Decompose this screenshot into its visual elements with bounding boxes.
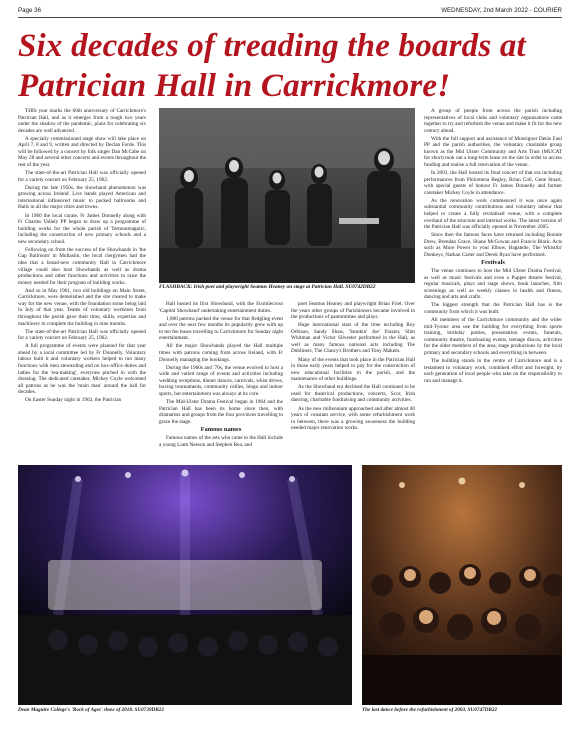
column-4-paragraphs-b	[424, 268, 562, 384]
paragraph: THIS year marks the 60th anniversary of Carrickmore's Patrician Hall, and as it emerges from a tough two years under the shadow of the pandemic, plans for celebrating six decades are well advanced.	[18, 108, 146, 134]
paragraph: With the full support and assistance of Monsignor Denis Faul PP and the parish authorities, the voluntary charitable group known as the Mid Ulster Community and Arts Trust (MUCAT for short) took out a long-term lease on the site in order to access funding and realise a full renovation of the venue.	[424, 135, 562, 168]
rock-of-ages-photo	[18, 465, 352, 705]
paragraph: The state-of-the-art Patrician Hall was officially opened for a variety concert on February 25, 1962.	[18, 328, 146, 342]
paragraph: As the renovation work commenced it was once again substantial community contributions and voluntary labour that helped to create a fully revitalised venue, with a complete overhaul of the structure and internal works. The latest version of the Patrician Hall was officially opened in November 2005.	[424, 197, 562, 231]
article-headline: Six decades of treading the boards at Patrician Hall in Carrickmore!	[18, 28, 526, 104]
flashback-photo	[159, 108, 415, 283]
page-header	[18, 7, 562, 18]
last-dance-photo-image	[362, 465, 562, 705]
article-column-3	[291, 301, 415, 491]
flashback-photo-caption: FLASHBACK: Irish poet and playwright Seamus Heaney on stage at Patrician Hall. SU0742DB22	[159, 284, 376, 290]
paragraph: A full programme of events were planned for that year ahead by a local committee led by Fr Donnelly. Voluntary labour built it and voluntary workers helped to run many functions with men stewarding and on box-office duties and ladies for the 'tea-making', everyone pitched in with the dressing. The dedicated caretaker, Mickey Coyle welcomed all patrons as he was the 'main man' around the hall for decades.	[18, 343, 146, 396]
paragraph: Famous names of the arts who came to the Hall include a young Liam Neeson and Stephen Rea, and	[159, 434, 283, 448]
column-2-paragraphs-b	[159, 435, 283, 448]
column-4-paragraphs	[424, 108, 562, 258]
article-column-4	[424, 108, 562, 458]
paragraph: In 1960 the local curate, Fr James Donnelly along with Fr Charles Vallely PP began to draw up a programme of building works for the whole parish of Termonmaguirc, including the construction of new primary schools and a new secondary school.	[18, 212, 146, 245]
column-2-paragraphs	[159, 301, 283, 425]
article-column-2	[159, 301, 283, 491]
paragraph: In 2003, the Hall hosted its final concert of that era including performances from Philomena Begley, Brian Coll, Gene Stuart, with special guests of honour Fr James Donnelly and former caretaker Mickey Coyle in attendance.	[424, 170, 562, 196]
paragraph: During the late 1950s, the showband phenomenon was growing across Ireland. Live bands played American and international influenced music to packed ballrooms and Halls in all the major cities and towns.	[18, 184, 146, 211]
article-column-1	[18, 108, 146, 453]
last-dance-photo	[362, 465, 562, 705]
paragraph: Many of the events that took place in the Patrician Hall in those early years helped to pay for the construction of new educational facilities in the parish, and the maintenance of other buildings.	[291, 356, 415, 383]
paragraph: A group of people from across the parish including representatives of local clubs and voluntary organisations came together to try and refurbish the venue and make it fit for the new century ahead.	[424, 108, 562, 134]
paragraph: All the major Showbands played the Hall multiple times with patrons coming from across Ireland, with Fr Donnelly managing the bookings.	[159, 343, 283, 363]
paragraph: Huge international stars of the time including Roy Orbison, Sandy Shaw, 'Smokin' Joe' Frazier, Slim Whitman and Victor Silvester performed in the Hall, as well as many famous national acts including The Dubliners, The Clancy's Brothers and Tony Makem.	[291, 322, 415, 355]
subhead-famous-names: Famous names	[200, 425, 242, 433]
rock-of-ages-photo-image	[18, 465, 352, 705]
last-dance-caption: The last dance before the refurbishment of 2003. SU0747DB22	[362, 707, 498, 713]
paragraph: Since then the famous faces have returned including Ronnie Drew, Brendan Grace, Shane McGowan and Francis Black. Acts such as More Power to your Elbow, Bagatelle, The Whistlin' Donkeys, Nathan Carter and Derek Ryan have performed.	[424, 232, 562, 258]
paragraph: A specially commissioned stage show will take place on April 7, 8 and 9, written and directed by Declan Forde. This will be followed by a concert by folk singer Dan McCabe on May 28 and several other concerts and events throughout the rest of the year.	[18, 135, 146, 168]
paragraph: During the 1960s and '70s, the venue evolved to host a wide and varied range of events and activities including wedding receptions, dinner dances, carnivals, whist drives, boxing tournaments, community ceilies, bingo and indoor sports, but entertainment was always at its core.	[159, 364, 283, 397]
paragraph: And so in May 1961, two old buildings on Main Street, Carrickmore, were demolished and the site cleared to make way for the new venue, with the foundation stone being laid in July of that year. Teams of voluntary workmen from throughout the parish gave their time, skills, expertise and machinery to complete the building in nine months.	[18, 287, 146, 327]
paragraph: poet Seamus Heaney and playwright Brian Friel. Over the years other groups of Parishioners became involved in the productions of pantomimes and plays.	[291, 301, 415, 321]
paragraph: The biggest strength that the Patrician Hall has is the community from which it was built.	[424, 302, 562, 316]
paragraph: Hall hosted its first Showband, with the Sixmilecross 'Capitol Showband' undertaking entertainment duties.	[159, 301, 283, 314]
paragraph: The Mid-Ulster Drama Festival began in 1964 and the Patrician Hall has been its home since then, with dramatists and groups from the four provinces travelling to grace the stage.	[159, 399, 283, 425]
rock-of-ages-caption: Dean Maguire College's 'Rock of Ages' show of 2018. SU0739DB22	[18, 707, 164, 713]
paragraph: 1,800 patrons packed the venue for that fledgling event and over the next few months its popularity grew with up to ten fee buses travelling to Carrickmore for Sunday night entertainment.	[159, 315, 283, 342]
subhead-festivals: Festivals	[481, 259, 505, 266]
paragraph: As the new millennium approached and after almost 40 years of constant service, with some refurbishment work in between, there was a growing awareness the building needed major renovation works.	[291, 405, 415, 432]
paragraph: The state-of-the-art Patrician Hall was officially opened for a variety concert on February 25, 1962.	[18, 170, 146, 183]
paragraph: The venue continues to host the Mid Ulster Drama Festival, as well as music festivals and even a Puppet theatre festival, regular musicals, plays and stage shows, book launches, film screenings as well as weekly classes in health and fitness, dancing and arts and crafts.	[424, 268, 562, 301]
page-number: Page 36	[18, 7, 42, 14]
paragraph: Following on from the success of the Showbands in 'the Gap Ballroom' in Mullaslin, the local clergymen had the idea that a brand-new community Hall in Carrickmore village could also host Showbands as well as drama productions and other functions and activities to raise the money needed for their program of building works.	[18, 246, 146, 286]
flashback-photo-image	[159, 108, 415, 283]
paragraph: The building stands in the centre of Carrickmore and is a testament to voluntary work, combined effort and foresight, by each generation of local people who take on the responsibility to run and manage it.	[424, 358, 562, 384]
paragraph: All members of the Carrickmore community and the wider mid-Tyrone area use the building for everything from sports training, birthday parties, presentation events, funerals, community theatre, fundraising events, teenage discos, activities for the older members of the area, stage productions by the local primary and secondary schools and everything in between.	[424, 317, 562, 356]
issue-date: WEDNESDAY, 2nd March 2022 - COURIER	[441, 7, 562, 14]
paragraph: As the Showband era declined the Hall continued to be used for theatrical productions, concerts, Scor, Irish dancing, charitable fundraising and community activities.	[291, 384, 415, 404]
paragraph: On Easter Sunday night in 1962, the Patrician	[25, 397, 122, 404]
